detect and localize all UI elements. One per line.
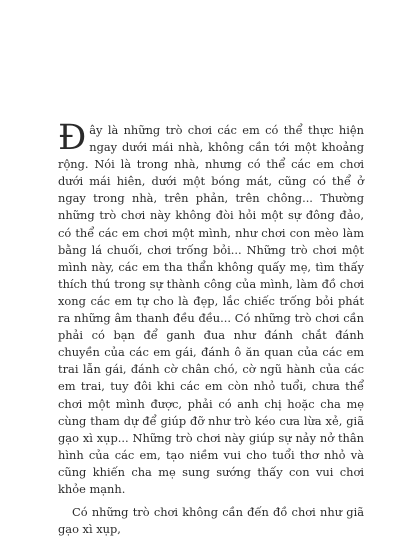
paragraph-1 (58, 118, 364, 498)
drop-cap: Đ (58, 118, 87, 158)
body-text (58, 118, 364, 538)
paragraph-2: Có những trò chơi không cần đến đồ chơi như giã gạo xì xụp, (58, 505, 364, 537)
paragraph-1-text: ây là những trò chơi các em có thể thực hiện ngay dưới mái nhà, không cần tới một khoảng rộng. Nói là trong nhà, nhưng có thể các em chơi dưới mái hiên, dưới một bóng mát, cũng có thể ở ngay trong nhà, trên phản, trên chông... Thường những trò chơi này không đòi hỏi một sự đông đảo, có thể các em chơi một mình, như chơi con mèo làm bằng lá chuối, chơi trống bỏi... Những trò chơi một mình này, các em tha thẩn không quấy mẹ, tìm thấy thích thú trong sự thành công của mình, làm đồ chơi xong các em tự cho là đẹp, lắc chiếc trống bỏi phát ra những âm thanh đều đều... Có những trò chơi cần phải có bạn để ganh đua như đánh chắt đánh chuyền của các em gái, đánh ô ăn quan của các em trai lẫn gái, đánh cờ chân chó, cờ ngũ hành của các em trai, tuy đôi khi các em còn nhỏ tuổi, chưa thể chơi một mình được, phải có anh chị hoặc cha mẹ cùng tham dự để giúp đỡ như trò kéo cưa lừa xẻ, giã gạo xì xụp... Những trò chơi này giúp sự nảy nở thân hình của các em, tạo niềm vui cho tuổi thơ nhỏ và cũng khiến cha mẹ sung sướng thấy con vui chơi khỏe mạnh. (58, 123, 364, 496)
